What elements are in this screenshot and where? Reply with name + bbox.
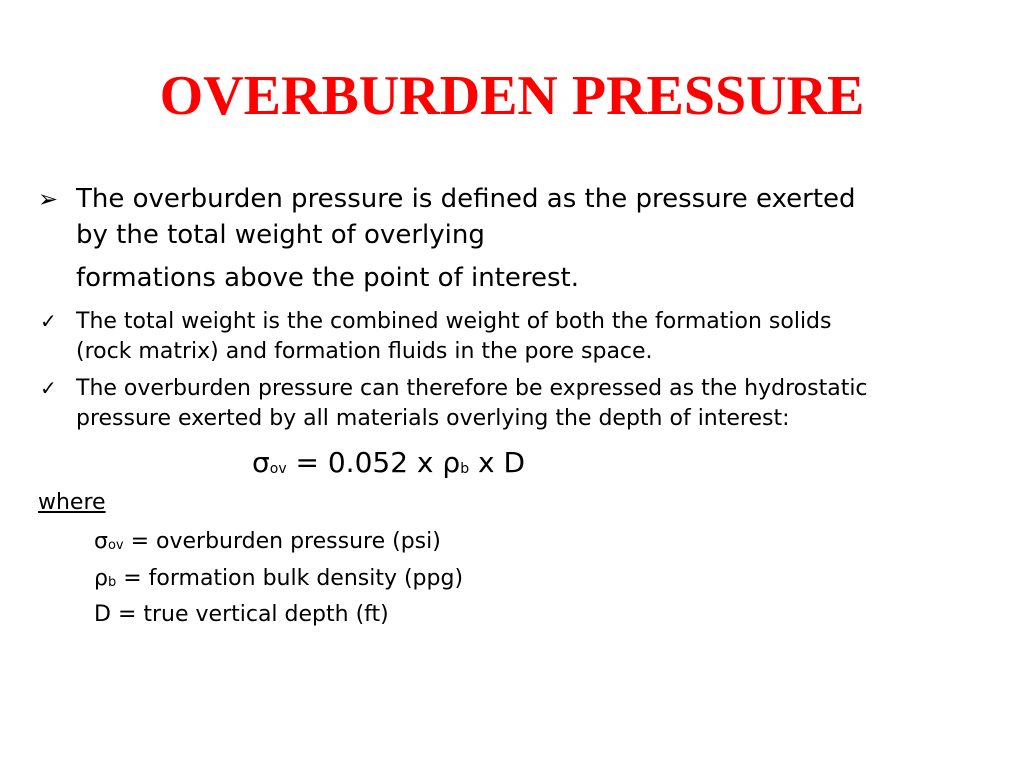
formula-middle: = 0.052 x ρ [286, 446, 461, 479]
bullet3-line1: The overburden pressure can therefore be expressed as the hydrostatic [76, 376, 868, 401]
definition-symbol: D [94, 602, 111, 627]
formula-sigma-subscript: ov [269, 461, 287, 477]
checkmark-icon: ✓ [40, 309, 57, 333]
definition-text: = true vertical depth (ft) [110, 602, 389, 627]
definition-sigma [94, 527, 441, 559]
definition-rho [94, 564, 463, 596]
definition-text: = overburden pressure (psi) [123, 529, 441, 554]
formula-rho-subscript: b [460, 461, 470, 477]
formula-sigma: σ [252, 446, 270, 479]
bullet1-line2: by the total weight of overlying [76, 220, 485, 250]
bullet2-line2: (rock matrix) and formation fluids in the pore space. [76, 339, 653, 364]
checkmark-icon: ✓ [40, 376, 57, 400]
definition-text: = formation bulk density (ppg) [116, 566, 464, 591]
bullet1-line3: formations above the point of interest. [76, 263, 580, 293]
bullet2-line1: The total weight is the combined weight of both the formation solids [76, 309, 832, 334]
definition-depth [94, 600, 389, 629]
where-label: where [38, 490, 106, 515]
definition-subscript: ov [107, 538, 124, 553]
definition-subscript: b [107, 575, 117, 590]
definition-symbol: ρ [94, 566, 108, 591]
bullet3-line2: pressure exerted by all materials overlying the depth of interest: [76, 406, 790, 431]
definition-symbol: σ [94, 529, 108, 554]
overburden-formula [252, 446, 525, 485]
slide-title: OVERBURDEN PRESSURE [159, 65, 865, 127]
formula-end: x D [469, 446, 526, 479]
arrow-bullet-icon: ➢ [38, 185, 59, 213]
bullet1-line1: The overburden pressure is defined as the pressure exerted [76, 184, 856, 214]
